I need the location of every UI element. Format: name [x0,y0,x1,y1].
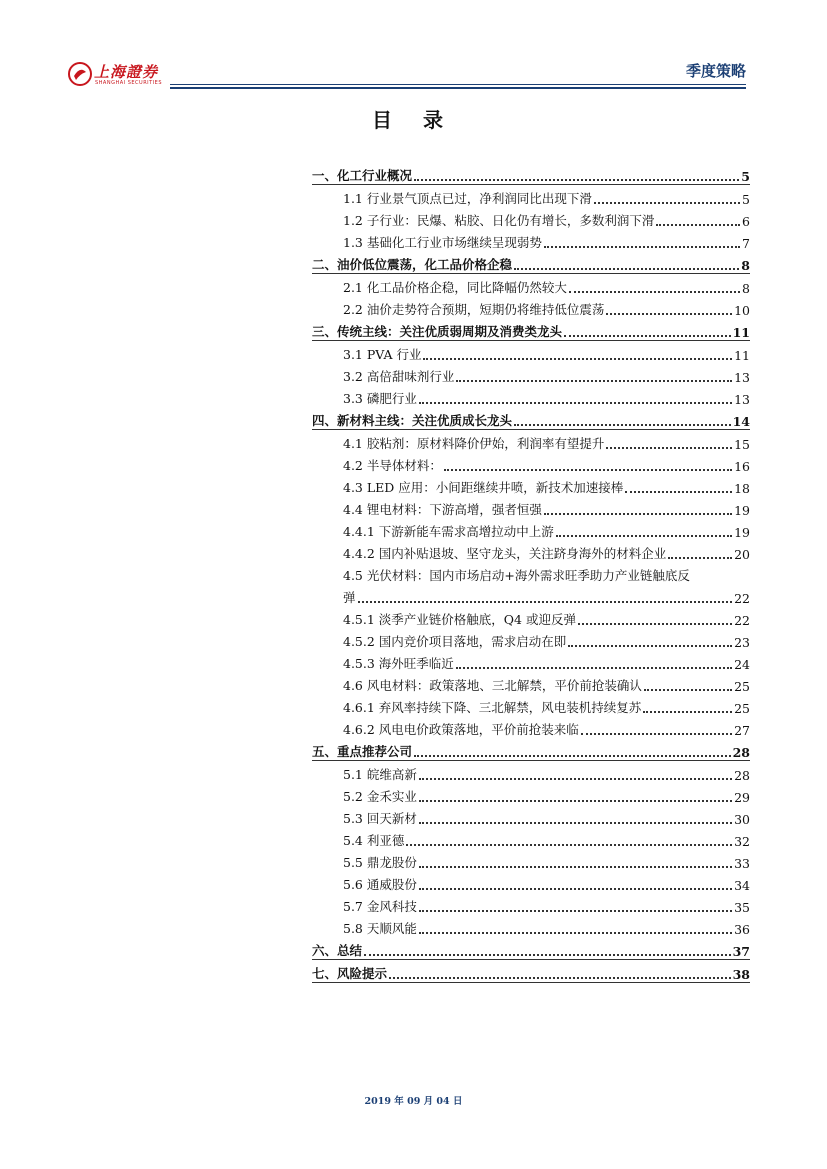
toc-entry-title: 4.2 半导体材料： [343,458,442,473]
toc-entry-page: 38 [732,967,750,982]
toc-entry-page: 25 [734,701,750,716]
report-type-label: 季度策略 [685,62,746,80]
dot-leader [419,856,732,868]
header-rule-thin [170,84,746,85]
header-rule-thick [170,87,746,89]
footer-date: 2019 年 09 月 04 日 [364,1096,463,1107]
toc-entry-page: 34 [734,878,750,893]
dot-leader [514,258,739,270]
toc-entry[interactable] [312,363,750,385]
dot-leader [419,878,732,890]
dot-leader [644,679,732,691]
toc-entry-page: 13 [734,392,750,407]
toc-entry-title: 4.6.2 风电电价政策落地，平价前抢装来临 [343,722,579,737]
dot-leader [544,236,740,248]
toc-entry-page: 5 [741,169,750,184]
toc-chapter[interactable] [312,407,750,430]
toc-entry[interactable] [312,185,750,207]
dot-leader [564,325,731,337]
toc-entry-title: 七、风险提示 [312,966,388,981]
toc-entry[interactable] [312,452,750,474]
dot-leader [419,392,732,404]
toc-entry-title: 4.3 LED 应用：小间距继续井喷，新技术加速接棒 [343,480,624,495]
toc-entry-page: 32 [734,834,750,849]
toc-entry-page: 7 [742,236,750,251]
toc-chapter[interactable] [312,960,750,983]
dot-leader [456,657,732,669]
toc-entry[interactable] [312,430,750,452]
toc-entry[interactable] [312,296,750,318]
toc-entry-page: 22 [734,613,750,628]
toc-entry-title: 4.4 锂电材料：下游高增，强者恒强 [343,502,542,517]
toc-entry-page: 8 [742,281,750,296]
toc-entry-title: 5.5 鼎龙股份 [343,855,417,870]
dot-leader [643,701,732,713]
toc-chapter[interactable] [312,738,750,761]
toc-entry[interactable] [312,761,750,783]
toc-title: 目 录 [372,108,455,132]
toc-entry[interactable] [312,606,750,628]
toc-entry-page: 18 [734,481,750,496]
toc-entry-title: 4.4.1 下游新能车需求高增拉动中上游 [343,524,554,539]
toc-entry-page: 28 [732,745,750,760]
toc-entry-page: 23 [734,635,750,650]
toc-entry-title: 4.4.2 国内补贴退坡、坚守龙头，关注跻身海外的材料企业 [343,546,667,561]
logo-emblem-icon [68,62,92,86]
toc-entry-page: 11 [732,325,750,340]
toc-entry-title: 3.2 高倍甜味剂行业 [343,369,455,384]
dot-leader [389,967,731,979]
toc-entry[interactable] [312,871,750,893]
dot-leader [606,303,732,315]
toc-entry-page: 35 [734,900,750,915]
dot-leader [364,944,731,956]
toc-entry-title: 1.3 基础化工行业市场继续呈现弱势 [343,235,542,250]
toc-entry-title: 4.6.1 弃风率持续下降、三北解禁，风电装机持续复苏 [343,700,642,715]
toc-entry-title-continued: 弹 [343,590,356,605]
toc-entry-page: 27 [734,723,750,738]
toc-entry[interactable] [312,496,750,518]
toc-entry-page: 6 [742,214,750,229]
toc-entry[interactable] [312,628,750,650]
toc-entry[interactable] [312,229,750,251]
toc-entry-title: 5.4 利亚德 [343,833,405,848]
dot-leader [578,613,732,625]
table-of-contents [312,162,750,983]
toc-entry-title: 三、传统主线：关注优质弱周期及消费类龙头 [312,324,563,339]
toc-chapter[interactable] [312,162,750,185]
dot-leader [419,922,732,934]
dot-leader [406,834,732,846]
toc-entry-title: 六、总结 [312,943,363,958]
toc-entry[interactable] [312,915,750,937]
toc-entry[interactable] [312,716,750,738]
toc-entry[interactable] [312,518,750,540]
toc-entry-title: 4.1 胶粘剂：原材料降价伊始，利润率有望提升 [343,436,605,451]
toc-entry[interactable] [312,672,750,694]
dot-leader [656,214,740,226]
toc-entry-page: 5 [742,192,750,207]
dot-leader [568,635,732,647]
toc-entry-page: 22 [734,591,750,606]
dot-leader [556,525,732,537]
toc-chapter[interactable] [312,318,750,341]
toc-entry-page: 16 [734,459,750,474]
toc-entry[interactable] [312,341,750,363]
toc-chapter[interactable] [312,251,750,274]
toc-entry[interactable] [312,805,750,827]
toc-entry-page: 19 [734,503,750,518]
company-logo [66,58,176,90]
toc-entry-title: 4.5 光伏材料：国内市场启动+海外需求旺季助力产业链触底反 [343,568,690,583]
toc-entry-title: 3.1 PVA 行业 [343,347,422,362]
dot-leader [581,723,732,735]
toc-entry-title: 1.1 行业景气顶点已过，净利润同比出现下滑 [343,191,592,206]
toc-entry-page: 10 [734,303,750,318]
toc-entry[interactable] [312,385,750,407]
toc-entry-title: 2.1 化工品价格企稳，同比降幅仍然较大 [343,280,567,295]
dot-leader [456,370,732,382]
toc-entry-page: 13 [734,370,750,385]
toc-entry-title: 4.6 风电材料：政策落地、三北解禁，平价前抢装确认 [343,678,642,693]
toc-entry[interactable] [312,893,750,915]
toc-entry[interactable] [312,849,750,871]
dot-leader [444,459,732,471]
toc-entry-page: 15 [734,437,750,452]
dot-leader [419,900,732,912]
toc-entry-page: 24 [734,657,750,672]
dot-leader [414,169,739,181]
toc-entry-title: 4.5.2 国内竞价项目落地，需求启动在即 [343,634,567,649]
toc-entry-title: 5.3 回天新材 [343,811,417,826]
toc-entry-title: 4.5.3 海外旺季临近 [343,656,454,671]
toc-entry-title: 5.8 天顺风能 [343,921,417,936]
toc-entry-title: 5.7 金风科技 [343,899,417,914]
toc-entry-title: 4.5.1 淡季产业链价格触底，Q4 或迎反弹 [343,612,576,627]
toc-entry-page: 29 [734,790,750,805]
toc-entry-page: 14 [732,414,750,429]
logo-text-cn: 上海證券 [94,63,159,81]
dot-leader [569,281,740,293]
dot-leader [419,790,732,802]
toc-entry[interactable] [312,827,750,849]
dot-leader [514,414,731,426]
toc-chapter[interactable] [312,937,750,960]
toc-entry-title: 3.3 磷肥行业 [343,391,417,406]
toc-entry-page: 11 [734,348,750,363]
toc-entry-title: 一、化工行业概况 [312,168,413,183]
dot-leader [423,348,732,360]
dot-leader [419,768,732,780]
toc-entry[interactable] [312,474,750,496]
dot-leader [668,547,732,559]
toc-entry-title: 5.6 通威股份 [343,877,417,892]
toc-entry-title: 2.2 油价走势符合预期，短期仍将维持低位震荡 [343,302,605,317]
toc-entry-page: 25 [734,679,750,694]
toc-entry[interactable] [312,540,750,562]
toc-entry-page: 33 [734,856,750,871]
dot-leader [358,591,733,603]
toc-entry[interactable] [312,650,750,672]
toc-entry[interactable] [312,207,750,229]
logo-text-en: SHANGHAI SECURITIES [95,80,163,86]
toc-entry[interactable] [312,783,750,805]
toc-entry-page: 8 [741,258,750,273]
toc-entry-title: 五、重点推荐公司 [312,744,413,759]
toc-entry-title: 二、油价低位震荡，化工品价格企稳 [312,257,513,272]
dot-leader [606,437,732,449]
toc-entry-page: 36 [734,922,750,937]
dot-leader [594,192,740,204]
dot-leader [414,745,731,757]
toc-entry-title: 5.1 皖维高新 [343,767,417,782]
toc-entry-page: 37 [732,944,750,959]
toc-entry[interactable] [312,694,750,716]
toc-entry-page: 30 [734,812,750,827]
dot-leader [544,503,732,515]
toc-entry-title: 5.2 金禾实业 [343,789,417,804]
dot-leader [419,812,732,824]
toc-entry-page: 19 [734,525,750,540]
toc-entry-page: 20 [734,547,750,562]
toc-entry[interactable] [312,274,750,296]
page-header [66,50,746,92]
toc-entry-page: 28 [734,768,750,783]
toc-entry-title: 四、新材料主线：关注优质成长龙头 [312,413,513,428]
toc-entry-wrapped[interactable] [312,562,750,606]
toc-entry-title: 1.2 子行业：民爆、粘胶、日化仍有增长，多数利润下滑 [343,213,655,228]
dot-leader [625,481,732,493]
